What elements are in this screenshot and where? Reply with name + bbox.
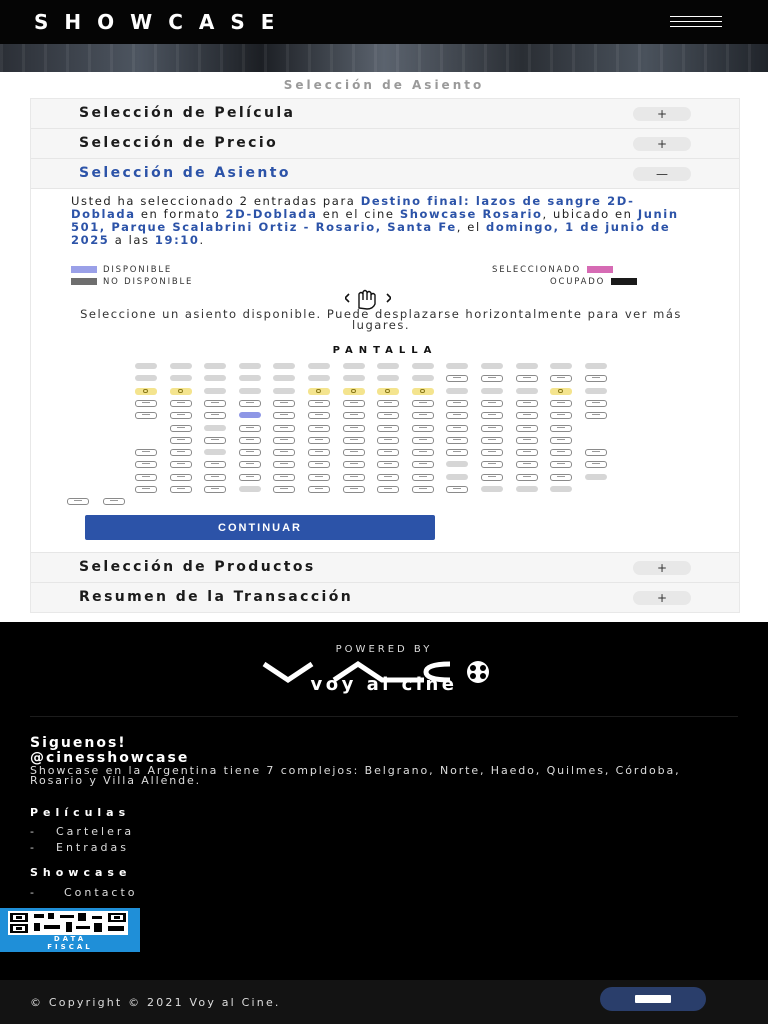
seat-available[interactable] — [446, 437, 468, 444]
accordion-seat[interactable] — [31, 159, 739, 189]
link-cartelera[interactable]: - Cartelera — [30, 825, 135, 838]
seat-available[interactable] — [135, 449, 157, 456]
collapse-icon[interactable]: — — [633, 167, 691, 181]
seat-available[interactable] — [516, 461, 538, 468]
screen-label: PANTALLA — [332, 345, 438, 356]
seat-available[interactable] — [412, 449, 434, 456]
seat-available[interactable] — [170, 486, 192, 493]
seat-available[interactable] — [343, 474, 365, 481]
seat-occupied — [170, 363, 192, 369]
accordion-seat-title: Selección de Asiento — [79, 165, 291, 181]
voy-al-cine-text: voy al cine — [310, 674, 458, 695]
seat-available[interactable] — [412, 425, 434, 432]
info-text: en formato — [140, 207, 221, 221]
seat-available[interactable] — [516, 375, 538, 382]
seat-wheelchair[interactable] — [135, 388, 157, 395]
seat-available[interactable] — [343, 486, 365, 493]
chat-icon — [635, 995, 671, 1003]
seat-occupied — [585, 388, 607, 394]
seat-available[interactable] — [377, 449, 399, 456]
seat-available[interactable] — [377, 400, 399, 407]
movie-format: 2D-Doblada — [225, 207, 318, 221]
seat-available[interactable] — [343, 425, 365, 432]
accordion-summary-title: Resumen de la Transacción — [79, 589, 354, 605]
seat-available[interactable] — [550, 474, 572, 481]
expand-icon[interactable]: + — [633, 561, 691, 575]
legend-selected — [492, 265, 613, 275]
seat-available[interactable] — [516, 425, 538, 432]
seat-occupied — [516, 363, 538, 369]
info-text: , ubicado en — [542, 207, 633, 221]
seat-selected[interactable] — [239, 412, 261, 418]
seat-occupied — [204, 363, 226, 369]
copyright-text: © Copyright © 2021 Voy al Cine. — [30, 996, 281, 1009]
info-text: a las — [114, 233, 150, 247]
seat-available[interactable] — [516, 400, 538, 407]
seat-available[interactable] — [308, 474, 330, 481]
header-banner-image — [0, 44, 768, 72]
seat-available[interactable] — [239, 400, 261, 407]
seat-available[interactable] — [446, 486, 468, 493]
seat-instructions: Seleccione un asiento disponible. Puede desplazarse horizontalmente para ver más lugares. — [80, 307, 682, 332]
seat-occupied — [135, 375, 157, 381]
seat-available[interactable] — [204, 437, 226, 444]
seat-available[interactable] — [239, 461, 261, 468]
seat-available[interactable] — [103, 498, 125, 505]
showcase-heading: Showcase — [30, 866, 132, 879]
seat-available[interactable] — [135, 400, 157, 407]
seat-available[interactable] — [412, 486, 434, 493]
seat-available[interactable] — [308, 412, 330, 419]
info-text: Usted ha seleccionado 2 entradas para — [71, 194, 356, 208]
seat-map — [93, 363, 713, 499]
seat-occupied — [343, 363, 365, 369]
seat-available[interactable] — [239, 474, 261, 481]
seat-available[interactable] — [170, 474, 192, 481]
seat-occupied — [481, 388, 503, 394]
seat-available[interactable] — [446, 400, 468, 407]
qr-code-icon — [8, 911, 128, 935]
expand-icon[interactable]: + — [633, 591, 691, 605]
cinema-address: Junin 501, Parque Scalabrini Ortiz - Rosario, Santa Fe — [71, 207, 679, 234]
seat-available[interactable] — [516, 474, 538, 481]
seat-available[interactable] — [308, 461, 330, 468]
legend-available — [71, 265, 172, 275]
seat-available[interactable] — [343, 461, 365, 468]
seat-available[interactable] — [204, 400, 226, 407]
seat-available[interactable] — [308, 400, 330, 407]
movie-title: Destino final: lazos de sangre 2D-Doblada — [71, 194, 635, 221]
occupied-seat-icon — [611, 278, 637, 285]
seat-available[interactable] — [550, 461, 572, 468]
seat-available[interactable] — [308, 486, 330, 493]
follow-title: Siguenos! — [30, 735, 127, 751]
accordion-movie-title: Selección de Película — [79, 105, 296, 121]
seat-available[interactable] — [481, 461, 503, 468]
seat-available[interactable] — [481, 375, 503, 382]
continue-button[interactable]: CONTINUAR — [85, 515, 435, 540]
seat-occupied — [550, 363, 572, 369]
seat-occupied — [585, 474, 607, 480]
seat-occupied — [204, 388, 226, 394]
seat-occupied — [204, 425, 226, 431]
movies-heading: Películas — [30, 806, 131, 819]
seat-available[interactable] — [481, 412, 503, 419]
seat-available[interactable] — [481, 474, 503, 481]
seat-available[interactable] — [308, 449, 330, 456]
seat-selection-panel — [31, 189, 739, 553]
link-contacto-label: Contacto — [64, 886, 138, 899]
seat-available[interactable] — [170, 425, 192, 432]
seat-available[interactable] — [204, 486, 226, 493]
seat-available[interactable] — [550, 375, 572, 382]
seat-occupied — [412, 363, 434, 369]
seat-available[interactable] — [377, 474, 399, 481]
seat-wheelchair[interactable] — [550, 388, 572, 395]
seat-available[interactable] — [585, 449, 607, 456]
seat-available[interactable] — [273, 425, 295, 432]
seat-available[interactable] — [377, 425, 399, 432]
link-entradas[interactable]: - Entradas — [30, 841, 129, 854]
site-footer — [0, 622, 768, 1024]
seat-occupied — [412, 375, 434, 381]
seat-available[interactable] — [273, 400, 295, 407]
seat-occupied — [446, 363, 468, 369]
footer-divider — [30, 716, 738, 717]
accordion-products-title: Selección de Productos — [79, 559, 316, 575]
seat-available[interactable] — [308, 437, 330, 444]
seat-available[interactable] — [481, 425, 503, 432]
seat-available[interactable] — [135, 474, 157, 481]
seat-available[interactable] — [550, 425, 572, 432]
chat-button[interactable] — [600, 987, 706, 1011]
seat-available[interactable] — [273, 412, 295, 419]
seat-available[interactable] — [204, 461, 226, 468]
seat-available[interactable] — [273, 437, 295, 444]
legend-occupied-label: OCUPADO — [550, 277, 606, 287]
seat-occupied — [170, 375, 192, 381]
copyright-bar — [0, 980, 768, 1024]
accordion-movie[interactable] — [31, 99, 739, 129]
seat-occupied — [481, 486, 503, 492]
seat-available[interactable] — [412, 437, 434, 444]
seat-available[interactable] — [239, 425, 261, 432]
seat-available[interactable] — [550, 449, 572, 456]
seat-available[interactable] — [343, 449, 365, 456]
seat-available[interactable] — [170, 449, 192, 456]
seat-available[interactable] — [446, 449, 468, 456]
seat-available[interactable] — [585, 375, 607, 382]
seat-occupied — [308, 375, 330, 381]
social-handle[interactable]: @cinesshowcase — [30, 750, 190, 766]
seat-available[interactable] — [585, 461, 607, 468]
seat-available[interactable] — [516, 412, 538, 419]
accordion-products[interactable] — [31, 553, 739, 583]
seat-available[interactable] — [239, 449, 261, 456]
seat-wheelchair[interactable] — [170, 388, 192, 395]
seat-occupied — [239, 375, 261, 381]
seat-occupied — [273, 388, 295, 394]
legend-occupied — [550, 277, 637, 287]
info-text: , el — [456, 220, 481, 234]
legend-selected-label: SELECCIONADO — [492, 265, 581, 275]
seat-available[interactable] — [343, 400, 365, 407]
powered-by-label: POWERED BY — [335, 644, 433, 655]
seat-wheelchair[interactable] — [377, 388, 399, 395]
seat-occupied — [204, 449, 226, 455]
seat-available[interactable] — [343, 412, 365, 419]
page-title: Selección de Asiento — [283, 78, 485, 92]
seat-occupied — [343, 375, 365, 381]
seat-available[interactable] — [412, 474, 434, 481]
data-fiscal-badge[interactable] — [0, 908, 140, 952]
seat-occupied — [516, 486, 538, 492]
link-cartelera-label: Cartelera — [56, 825, 135, 838]
seat-occupied — [273, 375, 295, 381]
show-date: domingo, 1 de junio de 2025 — [71, 220, 671, 247]
seat-available[interactable] — [170, 412, 192, 419]
seat-wheelchair[interactable] — [343, 388, 365, 395]
info-text: . — [199, 233, 205, 247]
seat-available[interactable] — [67, 498, 89, 505]
legend-unavailable-label: NO DISPONIBLE — [103, 277, 194, 287]
data-fiscal-label — [0, 935, 140, 951]
seat-available[interactable] — [481, 400, 503, 407]
seat-available[interactable] — [239, 437, 261, 444]
expand-icon[interactable]: + — [633, 107, 691, 121]
seat-occupied — [377, 375, 399, 381]
seat-occupied — [446, 474, 468, 480]
seat-available[interactable] — [273, 449, 295, 456]
accordion-summary[interactable] — [31, 583, 739, 612]
show-time: 19:10 — [154, 233, 200, 247]
complexes-text: Showcase en la Argentina tiene 7 complejos: Belgrano, Norte, Haedo, Quilmes, Córdoba, Rosario y Villa Allende. — [30, 764, 681, 787]
seat-available[interactable] — [412, 412, 434, 419]
seat-occupied — [550, 486, 572, 492]
seat-occupied — [446, 388, 468, 394]
brand-logo[interactable]: SHOWCASE — [34, 10, 291, 34]
seat-wheelchair[interactable] — [412, 388, 434, 395]
seat-occupied — [273, 363, 295, 369]
seat-occupied — [239, 363, 261, 369]
hamburger-icon[interactable] — [670, 16, 722, 30]
seat-available[interactable] — [377, 461, 399, 468]
seat-occupied — [377, 363, 399, 369]
seat-available[interactable] — [135, 412, 157, 419]
seat-available[interactable] — [516, 449, 538, 456]
seat-occupied — [239, 486, 261, 492]
seat-available[interactable] — [170, 461, 192, 468]
top-nav-bar — [0, 0, 768, 44]
seat-available[interactable] — [412, 461, 434, 468]
seat-occupied — [135, 363, 157, 369]
follow-us — [30, 736, 189, 766]
seat-occupied — [516, 388, 538, 394]
seat-available[interactable] — [135, 461, 157, 468]
seat-available[interactable] — [550, 412, 572, 419]
seat-available[interactable] — [377, 486, 399, 493]
seat-available[interactable] — [446, 412, 468, 419]
seat-available[interactable] — [481, 437, 503, 444]
seat-available[interactable] — [412, 400, 434, 407]
accordion-price[interactable] — [31, 129, 739, 159]
data-fiscal-line2: FISCAL — [47, 943, 93, 951]
expand-icon[interactable]: + — [633, 137, 691, 151]
seat-occupied — [308, 363, 330, 369]
data-fiscal-line1: DATA — [53, 935, 87, 943]
seat-available[interactable] — [343, 437, 365, 444]
seat-available[interactable] — [204, 474, 226, 481]
legend-available-swatch — [71, 266, 97, 273]
seat-available[interactable] — [204, 412, 226, 419]
seat-available[interactable] — [481, 449, 503, 456]
seat-available[interactable] — [377, 437, 399, 444]
purchase-accordion — [30, 98, 740, 613]
seat-available[interactable] — [516, 437, 538, 444]
seat-available[interactable] — [273, 474, 295, 481]
site-header — [0, 0, 768, 72]
legend-unavailable-swatch — [71, 278, 97, 285]
seat-occupied — [446, 461, 468, 467]
seat-occupied — [204, 375, 226, 381]
seat-available[interactable] — [585, 412, 607, 419]
legend-available-label: DISPONIBLE — [103, 265, 173, 275]
booking-summary-text — [71, 195, 691, 247]
seat-available[interactable] — [585, 400, 607, 407]
seat-available[interactable] — [170, 437, 192, 444]
legend-selected-swatch — [587, 266, 613, 273]
seat-occupied — [239, 388, 261, 394]
seat-available[interactable] — [273, 461, 295, 468]
link-entradas-label: Entradas — [56, 841, 129, 854]
seat-available[interactable] — [377, 412, 399, 419]
legend-unavailable — [71, 277, 193, 287]
seat-available[interactable] — [170, 400, 192, 407]
seat-available[interactable] — [273, 486, 295, 493]
accordion-price-title: Selección de Precio — [79, 135, 279, 151]
seat-available[interactable] — [135, 486, 157, 493]
seat-occupied — [585, 363, 607, 369]
seat-available[interactable] — [550, 400, 572, 407]
seat-wheelchair[interactable] — [308, 388, 330, 395]
cinema-name: Showcase Rosario — [399, 207, 543, 221]
seat-available[interactable] — [308, 425, 330, 432]
info-text: en el cine — [322, 207, 395, 221]
seat-available[interactable] — [446, 375, 468, 382]
seat-available[interactable] — [446, 425, 468, 432]
seat-available[interactable] — [550, 437, 572, 444]
seat-occupied — [481, 363, 503, 369]
link-contacto[interactable]: - Contacto — [30, 886, 138, 899]
